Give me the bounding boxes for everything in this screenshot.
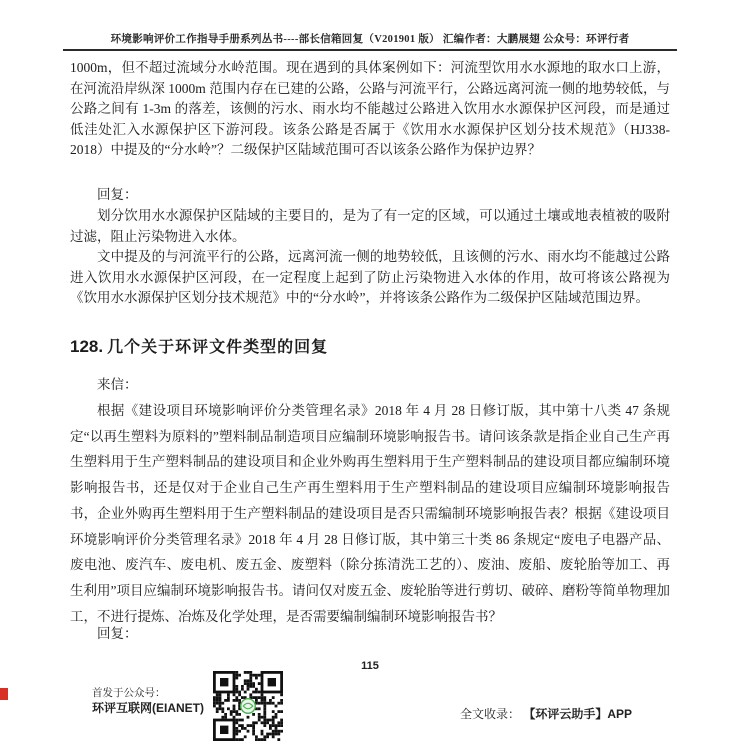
- publisher-block: [92, 687, 204, 715]
- reply-paragraph: 文中提及的与河流平行的公路，远离河流一侧的地势较低，且该侧的污水、雨水均不能越过公路进入饮用水水源保护区河段，在一定程度上起到了防止污染物进入水体的作用，故可将该公路视为《饮用水水源保护区划分技术规范》中的“分水岭”，并将该条公路作为二级保护区陆域范围边界。: [70, 249, 670, 305]
- letter-label: 来信：: [97, 377, 138, 392]
- collection-note: [460, 705, 632, 722]
- page-number: 115: [361, 660, 379, 672]
- collection-app-name: 【环评云助手】APP: [523, 707, 633, 721]
- qr-code: [213, 671, 283, 741]
- section-number: 128.: [70, 337, 104, 356]
- collection-prefix: 全文收录：: [460, 707, 521, 721]
- document-header: 环境影响评价工作指导手册系列丛书----部长信箱回复（V201901 版） 汇编作者：大鹏展翅 公众号：环评行者: [110, 34, 630, 45]
- header-divider: [63, 49, 677, 51]
- section-title: 几个关于环评文件类型的回复: [107, 339, 329, 356]
- publisher-caption: 首发于公众号：: [92, 687, 166, 699]
- letter-body-paragraph: 根据《建设项目环境影响评价分类管理名录》2018 年 4 月 28 日修订版，其中第十八类 47 条规定“以再生塑料为原料的”塑料制品制造项目应编制环境影响报告书。请问该条款是指企业自己生产再生塑料用于生产塑料制品的建设项目和企业外购再生塑料用于生产塑料制品的建设项目都应编制环境影响报告书，还是仅对于企业自己生产再生塑料用于生产塑料制品的建设项目应编制环境影响报告书，企业外购再生塑料用于生产塑料制品的建设项目是否只需编制环境影响报告表？根据《建设项目环境影响评价分类管理名录》2018 年 4 月 28 日修订版，其中第三十类 86 条规定“废电子电器产品、废电池、废汽车、废电机、废五金、废塑料（除分拣清洗工艺的）、废油、废船、废轮胎等加工、再生利用”项目应编制环境影响报告书。请问仅对废五金、废轮胎等进行剪切、破碎、磨粉等简单物理加工，不进行提炼、冶炼及化学处理，是否需要编制编制环境影响报告书？: [70, 403, 670, 624]
- reply-label: 回复：: [97, 626, 138, 641]
- red-edge-mark: [0, 688, 8, 700]
- question-continuation-paragraph: 1000m，但不超过流域分水岭范围。现在遇到的具体案例如下：河流型饮用水水源地的取水口上游，在河流沿岸纵深 1000m 范围内存在已建的公路，公路与河流平行，公路远离河流一侧的地势较低，与公路之间有 1-3m 的落差，该侧的污水、雨水均不能越过公路进入饮用水水源保护区河段，而是通过低洼处汇入水源保护区下游河段。该条公路是否属于《饮用水水源保护区划分技术规范》（HJ338-2018）中提及的“分水岭”？二级保护区陆域范围可否以该条公路作为保护边界？: [70, 60, 670, 157]
- reply-label: 回复：: [97, 187, 138, 202]
- reply-paragraph: 划分饮用水水源保护区陆域的主要目的，是为了有一定的区域，可以通过土壤或地表植被的吸附过滤，阻止污染物进入水体。: [70, 208, 670, 244]
- publisher-name: 环评互联网(EIANET): [92, 701, 204, 715]
- section-heading: [70, 334, 670, 357]
